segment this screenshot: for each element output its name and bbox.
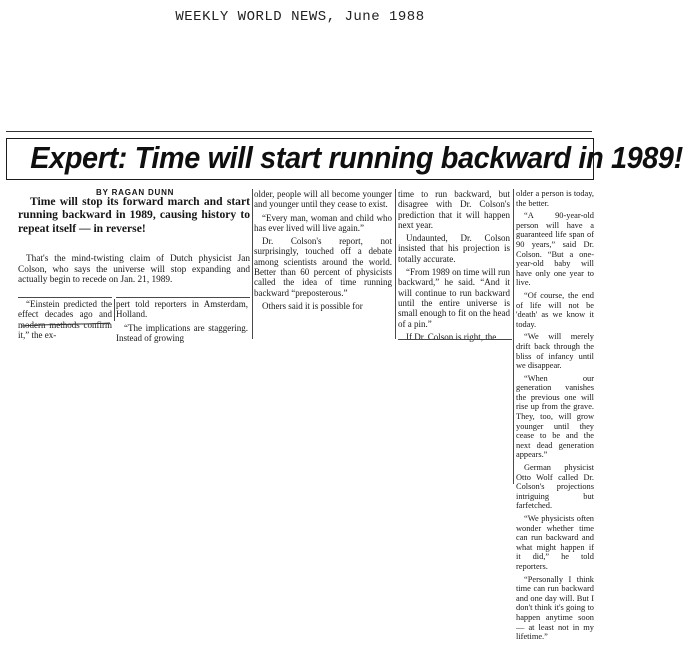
column-2 bbox=[254, 189, 392, 314]
byline: BY RAGAN DUNN bbox=[96, 188, 175, 197]
paragraph: “A 90-year-old person will have a guaranteed life span of 90 years,” said Dr. Colson. “But a one-year-old baby will have only one year to live. bbox=[516, 211, 594, 288]
paragraph: time to run backward, but disagree with Dr. Colson's prediction that it will happen next year. bbox=[398, 189, 510, 230]
lead-paragraph bbox=[18, 195, 250, 235]
paragraph: “When our generation vanishes the previous one will rise up from the grave. They, too, will grow younger until they cease to be and the next dead generation appears.” bbox=[516, 373, 594, 460]
column-end-rule bbox=[398, 339, 512, 340]
paragraph: “We will merely drift back through the bliss of infancy until we disappear. bbox=[516, 332, 594, 371]
paragraph: pert told reporters in Amsterdam, Holland. bbox=[116, 299, 248, 320]
paragraph: “From 1989 on time will run backward,” he said. “And it will continue to run backward until the entire universe is small enough to fit on the head of a pin.” bbox=[398, 267, 510, 329]
column-1b bbox=[116, 299, 248, 346]
paragraph: Others said it is possible for bbox=[262, 300, 363, 311]
column-divider bbox=[18, 297, 112, 298]
masthead: WEEKLY WORLD NEWS, June 1988 bbox=[175, 9, 425, 25]
lead-text: Time will stop its forward march and start running backward in 1989, causing history to repeat itself — in reverse! bbox=[18, 195, 250, 235]
paragraph: If Dr. Colson is right, the bbox=[406, 331, 497, 342]
intro-text: That's the mind-twisting claim of Dutch physicist Jan Colson, who says the universe will stop expanding and actually begin to recede on Jan. 21, 1989. bbox=[18, 254, 250, 285]
column-divider bbox=[114, 299, 115, 321]
paragraph: Dr. Colson's report, not surprisingly, touched off a debate among scientists around the world. Better than 60 percent of physicists called the idea of time running backward “preposterous.” bbox=[254, 236, 392, 298]
column-divider bbox=[252, 189, 253, 339]
paragraph: “We physicists often wonder whether time can run backward and what might happen if it did,” he told reporters. bbox=[516, 514, 594, 571]
headline: Expert: Time will start running backward in 1989! bbox=[30, 140, 683, 175]
paragraph: “Of course, the end of life will not be 'death' as we know it today. bbox=[516, 290, 594, 329]
paragraph: Undaunted, Dr. Colson insisted that his projection is totally accurate. bbox=[398, 233, 510, 264]
intro-paragraph bbox=[18, 254, 250, 289]
column-3 bbox=[398, 189, 510, 345]
paragraph: older, people will all become younger and younger until they cease to exist. bbox=[254, 189, 392, 210]
paragraph: older a person is today, the better. bbox=[516, 189, 594, 208]
column-divider bbox=[513, 189, 514, 484]
column-divider bbox=[116, 297, 250, 298]
paragraph: “Personally I think time can run backward and one day will. But I don't think it's going to happen anytime soon — at least not in my lifetime.” bbox=[516, 574, 594, 642]
top-rule bbox=[6, 131, 592, 132]
handwritten-underline bbox=[20, 321, 112, 329]
paragraph: German physicist Otto Wolf called Dr. Colson's projections intriguing but farfetched. bbox=[516, 463, 594, 511]
paragraph: “Every man, woman and child who has ever lived will live again.” bbox=[254, 212, 392, 233]
paragraph: “Einstein predicted the effect decades ago and modern methods confirm it,” the ex- bbox=[18, 299, 112, 340]
paragraph: “The implications are staggering. Instead of growing bbox=[116, 322, 248, 343]
column-divider bbox=[395, 189, 396, 339]
column-4 bbox=[516, 189, 594, 645]
news-clipping bbox=[4, 131, 683, 642]
